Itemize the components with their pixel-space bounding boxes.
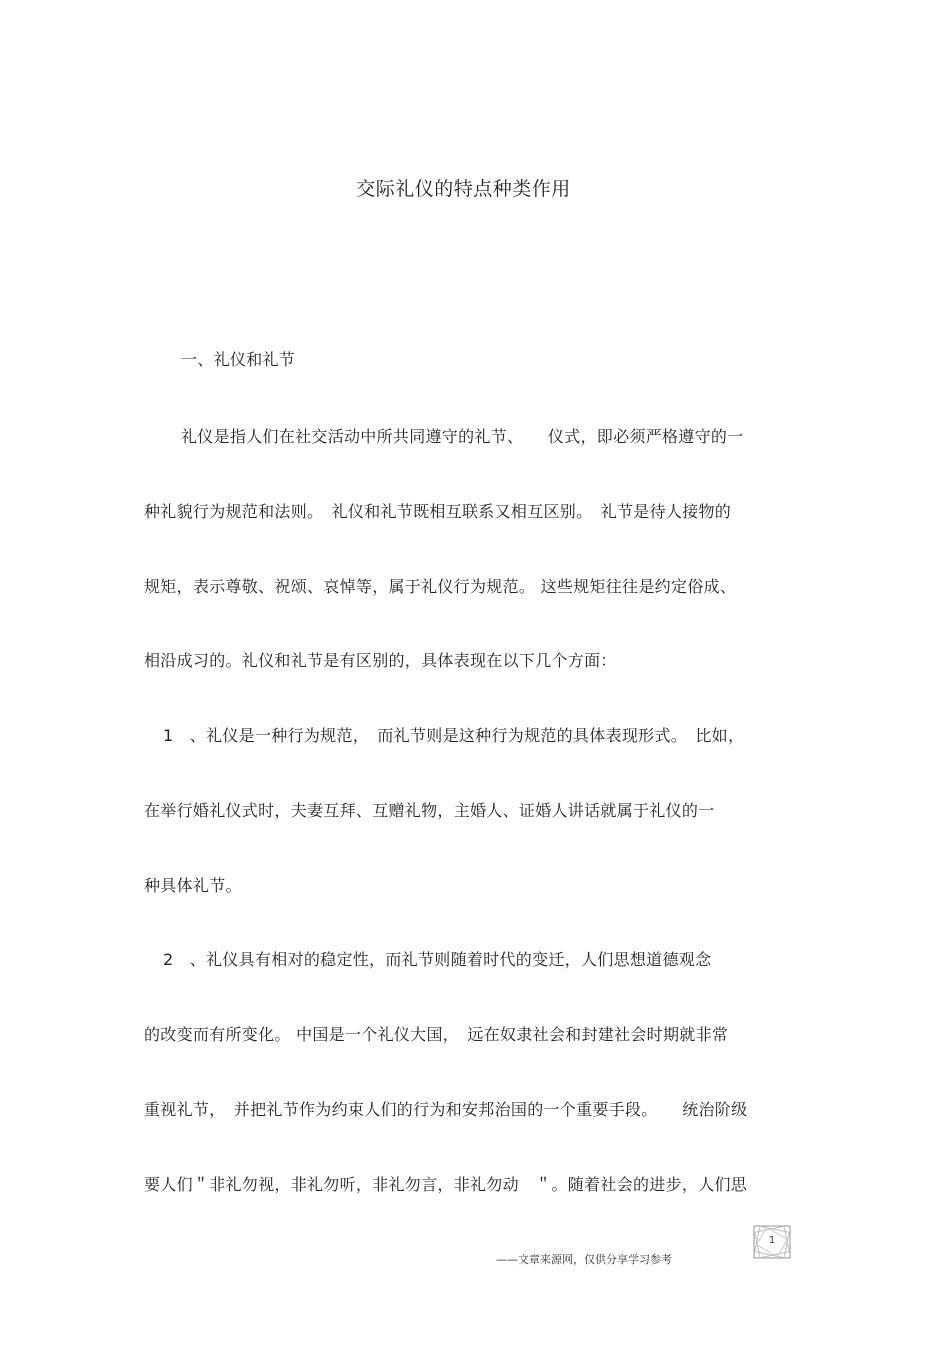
paragraph-line: 礼仪是指人们在社交活动中所共同遵守的礼节、 仪式，即必须严格遵守的一 bbox=[181, 427, 744, 446]
paragraph-line: 种具体礼节。 bbox=[144, 876, 242, 895]
page-number: 1 bbox=[768, 1235, 776, 1246]
section-heading: 一、礼仪和礼节 bbox=[181, 350, 296, 369]
list-item-line: 1 、礼仪是一种行为规范， 而礼节则是这种行为规范的具体表现形式。 比如， bbox=[163, 726, 745, 745]
paragraph-line: 相沿成习的。礼仪和礼节是有区别的，具体表现在以下几个方面： bbox=[144, 651, 617, 670]
footer-source-note: ——文章来源网，仅供分享学习参考 bbox=[496, 1253, 672, 1266]
document-title: 交际礼仪的特点种类作用 bbox=[356, 178, 571, 200]
paragraph-line: 要人们＂非礼勿视，非礼勿听，非礼勿言，非礼勿动 ＂。随着社会的进步，人们思 bbox=[144, 1175, 748, 1194]
list-item-line: 2 、礼仪具有相对的稳定性，而礼节则随着时代的变迁，人们思想道德观念 bbox=[163, 950, 712, 969]
paragraph-line: 在举行婚礼仪式时，夫妻互拜、互赠礼物，主婚人、证婚人讲话就属于礼仪的一 bbox=[144, 801, 715, 820]
paragraph-line: 的改变而有所变化。 中国是一个礼仪大国， 远在奴隶社会和封建社会时期就非常 bbox=[144, 1025, 729, 1044]
paragraph-line: 种礼貌行为规范和法则。 礼仪和礼节既相互联系又相互区别。 礼节是待人接物的 bbox=[144, 502, 732, 521]
paragraph-line: 重视礼节， 并把礼节作为约束人们的行为和安邦治国的一个重要手段。 统治阶级 bbox=[144, 1100, 748, 1119]
paragraph-line: 规矩，表示尊敬、祝颂、哀悼等，属于礼仪行为规范。 这些规矩往往是约定俗成、 bbox=[144, 577, 737, 596]
